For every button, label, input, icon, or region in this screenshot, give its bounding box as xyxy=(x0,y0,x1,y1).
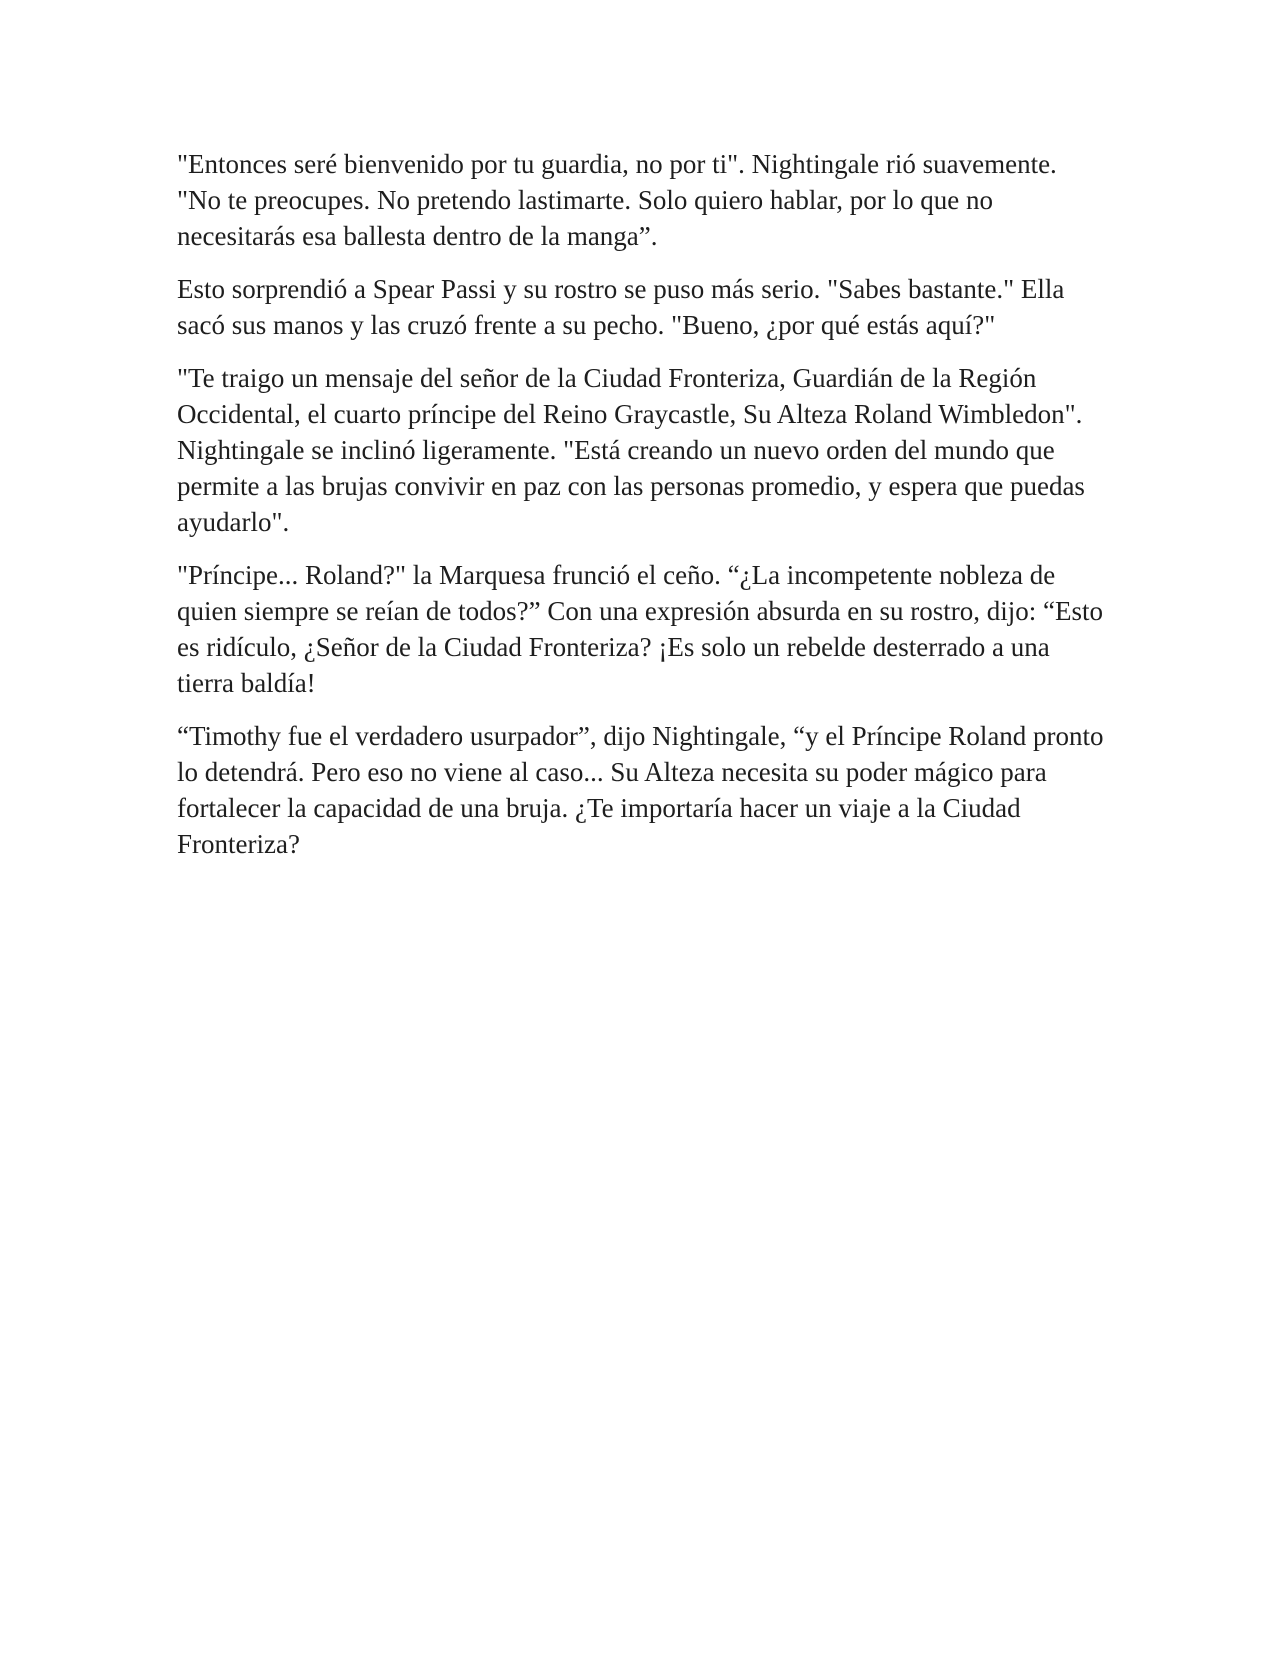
paragraph-1: "Entonces seré bienvenido por tu guardia, no por ti". Nightingale rió suavemente. "No te preocupes. No pretendo lastimarte. Solo quiero hablar, por lo que no necesitarás esa ballesta dentro de la manga”. xyxy=(177,149,1057,251)
document-body xyxy=(177,146,1107,879)
paragraph-4: "Príncipe... Roland?" la Marquesa frunció el ceño. “¿La incompetente nobleza de quien siempre se reían de todos?” Con una expresión absurda en su rostro, dijo: “Esto es ridículo, ¿Señor de la Ciudad Fronteriza? ¡Es solo un rebelde desterrado a una tierra baldía! xyxy=(177,560,1104,698)
paragraph-3: "Te traigo un mensaje del señor de la Ciudad Fronteriza, Guardián de la Región Occidental, el cuarto príncipe del Reino Graycastle, Su Alteza Roland Wimbledon". Nightingale se inclinó ligeramente. "Está creando un nuevo orden del mundo que permite a las brujas convivir en paz con las personas promedio, y espera que puedas ayudarlo". xyxy=(177,363,1085,537)
paragraph-2: Esto sorprendió a Spear Passi y su rostro se puso más serio. "Sabes bastante." Ella sacó sus manos y las cruzó frente a su pecho. "Bueno, ¿por qué estás aquí?" xyxy=(177,274,1065,340)
paragraph-5: “Timothy fue el verdadero usurpador”, dijo Nightingale, “y el Príncipe Roland pronto lo detendrá. Pero eso no viene al caso... Su Alteza necesita su poder mágico para fortalecer la capacidad de una bruja. ¿Te importaría hacer un viaje a la Ciudad Fronteriza? xyxy=(177,721,1104,859)
